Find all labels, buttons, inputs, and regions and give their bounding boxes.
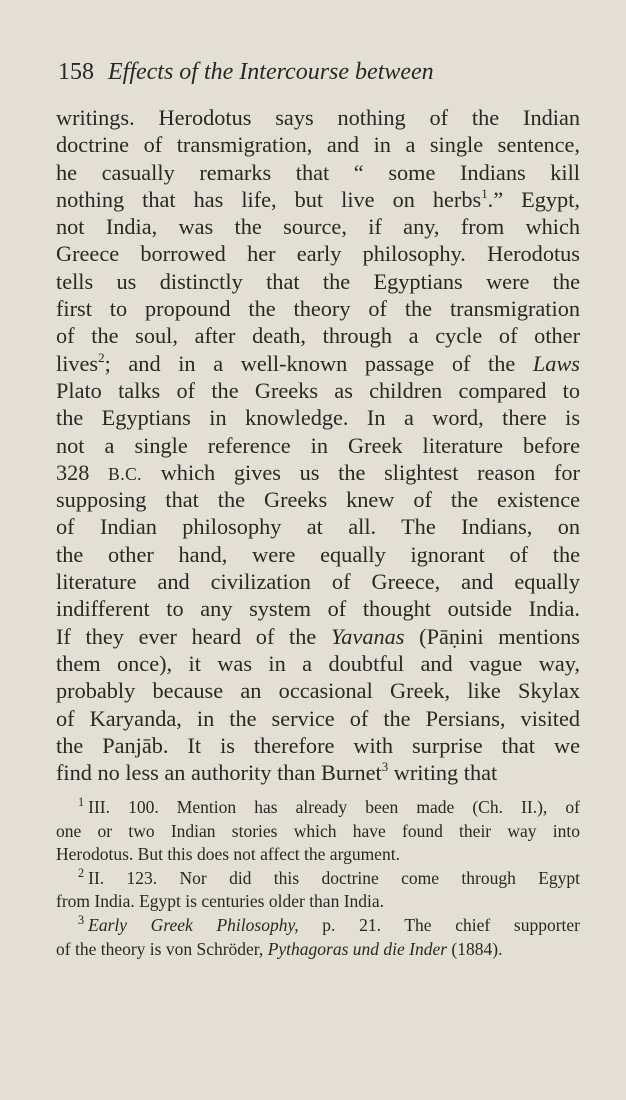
text-line: not a single reference in Greek literature before (56, 432, 580, 458)
text-segment: (Pāṇini mentions (404, 623, 580, 649)
footnote-1-line: one or two Indian stories which have found their way into (56, 820, 580, 841)
text-line: of Karyanda, in the service of the Persians, visited (56, 705, 580, 731)
text-line: tells us distinctly that the Egyptians were the (56, 268, 580, 294)
footnote-text: p. 21. The chief supporter (298, 914, 580, 935)
footnote-3-line (56, 914, 580, 938)
text-line: indifferent to any system of thought outside India. (56, 596, 580, 622)
text-line: literature and civilization of Greece, and equally (56, 569, 580, 595)
text-segment: lives (56, 350, 99, 376)
body-text (56, 104, 580, 786)
footnote-ref-1: 1 (481, 185, 488, 201)
footnotes (56, 796, 580, 961)
text-line (56, 186, 580, 213)
text-line: the Panjāb. It is therefore with surprise that we (56, 732, 580, 758)
text-line: doctrine of transmigration, and in a single sentence, (56, 132, 580, 158)
text-line: Greece borrowed her early philosophy. Herodotus (56, 241, 580, 267)
text-line: them once), it was in a doubtful and vague way, (56, 650, 580, 676)
footnote-text: III. 100. Mention has already been made (Ch. II.), of (88, 797, 580, 817)
footnote-marker: 2 (78, 866, 85, 881)
text-line (56, 350, 580, 377)
running-header (58, 52, 578, 92)
text-segment: ; and in a well-known passage of the (104, 350, 533, 376)
text-line: not India, was the source, if any, from which (56, 214, 580, 240)
footnote-marker: 1 (78, 795, 85, 810)
text-line: the other hand, were equally ignorant of the (56, 541, 580, 567)
footnote-text: (1884). (447, 938, 503, 959)
text-segment: writing that (388, 760, 498, 786)
text-line: writings. Herodotus says nothing of the Indian (56, 105, 580, 130)
footnote-book-title: Pythagoras und die Inder (267, 938, 448, 959)
text-line: Plato talks of the Greeks as children compared to (56, 377, 580, 403)
running-title: Effects of the Intercourse between (108, 59, 434, 85)
footnote-3-line (56, 938, 580, 962)
text-line: the Egyptians in knowledge. In a word, there is (56, 405, 580, 431)
italic-title-laws: Laws (532, 350, 580, 376)
footnote-marker: 3 (78, 913, 85, 928)
text-line: of the soul, after death, through a cycle of other (56, 323, 580, 349)
footnote-2-line (56, 867, 580, 891)
text-line: of Indian philosophy at all. The Indians, on (56, 514, 580, 540)
text-segment: 328 (56, 459, 109, 485)
text-segment: which gives us the slightest reason for (142, 459, 580, 485)
text-line (56, 459, 580, 486)
footnote-2-line: from India. Egypt is centuries older than India. (56, 891, 385, 912)
text-line (56, 759, 580, 786)
text-line: first to propound the theory of the transmigration (56, 296, 580, 322)
text-line: probably because an occasional Greek, like Skylax (56, 678, 580, 704)
text-segment: nothing that has life, but live on herbs (56, 186, 482, 212)
text-segment: find no less an authority than Burnet (56, 760, 382, 786)
footnote-1-line: Herodotus. But this does not affect the argument. (56, 844, 400, 865)
text-line: supposing that the Greeks knew of the existence (56, 487, 580, 513)
footnote-text: II. 123. Nor did this doctrine come through Egypt (88, 867, 580, 888)
footnote-book-title: Early Greek Philosophy, (88, 914, 299, 935)
text-segment: .” Egypt, (487, 186, 580, 212)
footnote-text: of the theory is von Schröder, (56, 938, 268, 959)
text-segment: If they ever heard of the (56, 623, 331, 649)
footnote-ref-2: 2 (98, 349, 105, 365)
text-line (56, 623, 580, 650)
italic-word-yavanas: Yavanas (330, 623, 405, 649)
footnote-ref-3: 3 (381, 759, 389, 775)
page-number: 158 (58, 59, 94, 85)
text-line: he casually remarks that “ some Indians kill (56, 159, 580, 185)
footnote-1-line (56, 796, 580, 820)
small-caps-bc: B.C. (108, 464, 143, 484)
